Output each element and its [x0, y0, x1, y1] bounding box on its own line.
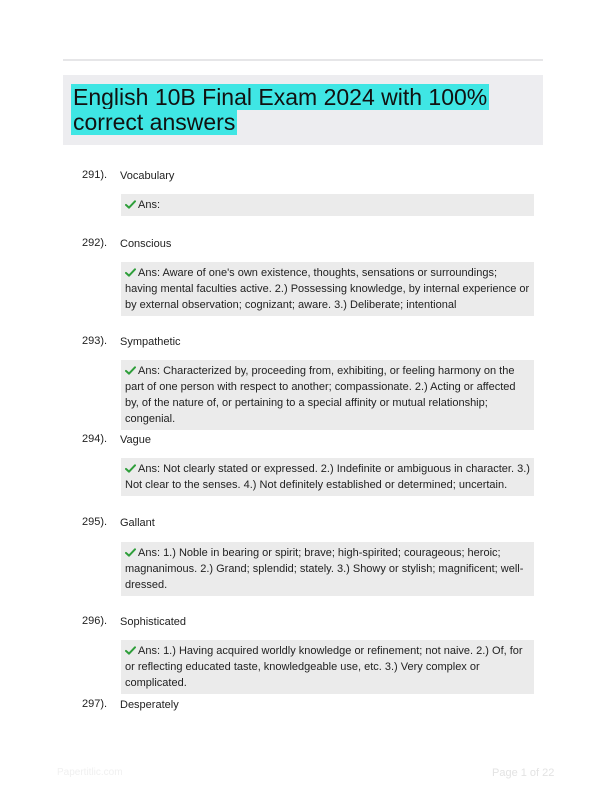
checkmark-icon: [125, 464, 136, 473]
answer-text: Ans: Aware of one's own existence, thoughts, sensations or surroundings; having mental faculties active. 2.) Possessing knowledge, by internal experience or by external observation; cognizant; aware. 3.) Deliberate; intentional: [125, 267, 530, 311]
answer-box: [121, 542, 534, 596]
page-indicator: Page 1 of 22: [492, 767, 555, 779]
question-number: 296).: [82, 615, 108, 627]
question-term: Gallant: [120, 517, 155, 529]
question-term: Vocabulary: [120, 170, 175, 182]
checkmark-icon: [125, 548, 136, 557]
answer-box: [121, 194, 534, 216]
checkmark-icon: [125, 366, 136, 375]
document-title: [71, 85, 536, 135]
checkmark-icon: [125, 268, 136, 277]
question-number: 294).: [82, 433, 108, 445]
answer-box: [121, 262, 534, 316]
checkmark-icon: [125, 646, 136, 655]
answer-text: Ans: 1.) Noble in bearing or spirit; brave; high-spirited; courageous; heroic; magnanimous. 2.) Grand; splendid; stately. 3.) Showy or stylish; magnificent; well-dressed.: [125, 547, 524, 591]
answer-text: Ans: Not clearly stated or expressed. 2.) Indefinite or ambiguous in character. 3.) Not clear to the senses. 4.) Not definitely established or determined; uncertain.: [125, 463, 530, 491]
footer-watermark: Papertitlic.com: [57, 767, 123, 778]
checkmark-icon: [125, 200, 136, 209]
title-banner: [63, 75, 543, 145]
question-number: 293).: [82, 335, 108, 347]
question-number: 295).: [82, 516, 108, 528]
question-term: Vague: [120, 434, 151, 446]
question-number: 297).: [82, 698, 108, 710]
answer-text: Ans: Characterized by, proceeding from, exhibiting, or feeling harmony on the part of one person with respect to another; compassionate. 2.) Acting or affected by, of the nature of, or pertaining to a special affinity or mutual relationship; congenial.: [125, 365, 516, 425]
document-title-highlight: English 10B Final Exam 2024 with 100% correct answers: [73, 84, 488, 135]
answer-text: Ans: 1.) Having acquired worldly knowledge or refinement; not naive. 2.) Of, for or reflecting educated taste, knowledgeable use, etc. 3.) Very complex or complicated.: [125, 645, 523, 689]
question-term: Sophisticated: [120, 616, 187, 628]
question-term: Sympathetic: [120, 336, 181, 348]
answer-box: [121, 360, 534, 430]
top-divider: [63, 59, 543, 61]
answer-box: [121, 458, 534, 496]
answer-text: Ans:: [138, 199, 161, 211]
question-number: 292).: [82, 237, 108, 249]
question-number: 291).: [82, 169, 108, 181]
answer-box: [121, 640, 534, 694]
question-term: Conscious: [120, 238, 172, 250]
question-term: Desperately: [120, 699, 179, 711]
